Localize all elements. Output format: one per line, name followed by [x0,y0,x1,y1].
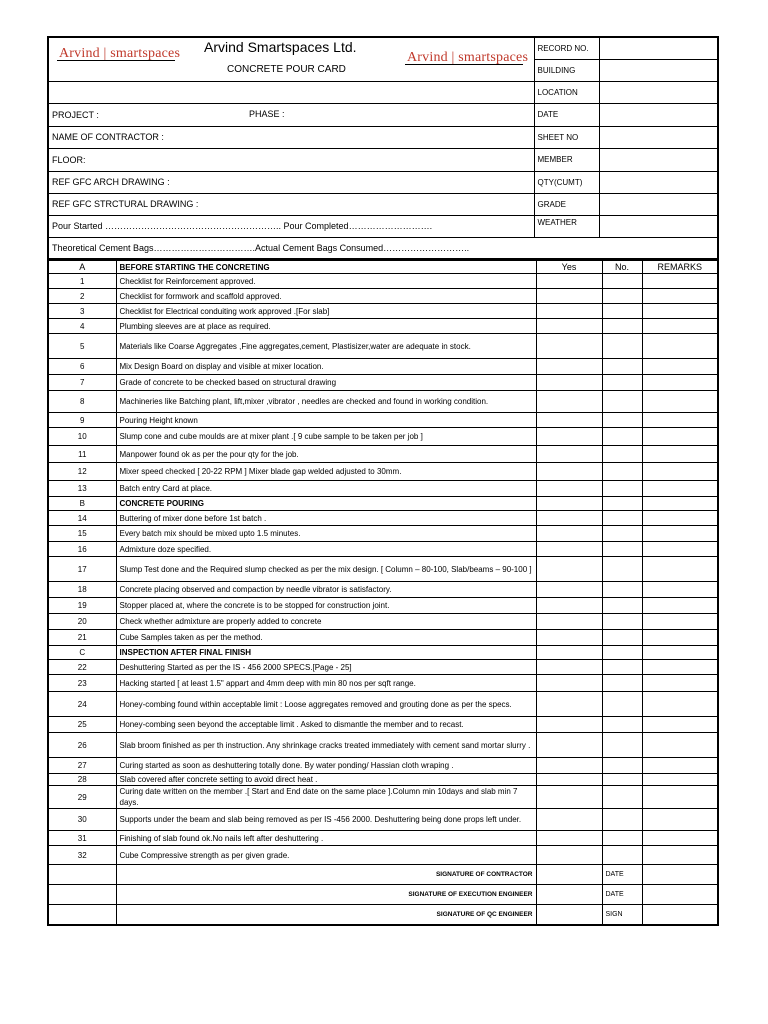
empty-cell [602,497,642,511]
item-number: 19 [48,598,116,614]
item-text: Admixture doze specified. [116,542,536,557]
item-text: Machineries like Batching plant, lift,mixer ,vibrator , needles are checked and found in working condition. [116,391,536,413]
signature-row [48,905,718,925]
table-row [48,831,718,846]
item-number: 25 [48,717,116,733]
table-row [48,846,718,865]
no-cell[interactable] [602,413,642,428]
table-row [48,375,718,391]
building-value[interactable] [599,59,718,81]
yes-cell[interactable] [536,774,602,786]
yes-cell[interactable] [536,557,602,582]
item-text: Batch entry Card at place. [116,481,536,497]
item-number: 26 [48,733,116,758]
item-number: 12 [48,463,116,481]
item-number: 30 [48,809,116,831]
yes-cell[interactable] [536,511,602,526]
table-row [48,758,718,774]
signature-row [48,865,718,885]
no-cell[interactable] [602,557,642,582]
no-cell[interactable] [602,319,642,334]
qty-value[interactable] [599,171,718,193]
item-text: Curing date written on the member .[ Start and End date on the same place ].Column min 10days and slab min 7 days. [116,786,536,809]
weather-label: WEATHER [534,215,599,237]
no-cell[interactable] [602,391,642,413]
item-text: Slab covered after concrete setting to avoid direct heat . [116,774,536,786]
no-cell[interactable] [602,598,642,614]
item-text: Check whether admixture are properly added to concrete [116,614,536,630]
table-row [48,542,718,557]
grade-label: GRADE [534,193,599,215]
item-number: 21 [48,630,116,646]
contractor-field[interactable]: NAME OF CONTRACTOR : [48,126,534,148]
table-row [48,481,718,497]
no-cell[interactable] [602,428,642,446]
table-row [48,660,718,675]
item-text: Honey-combing seen beyond the acceptable limit . Asked to dismantle the member and to recast. [116,717,536,733]
item-text: Pouring Height known [116,413,536,428]
no-header: No. [602,261,642,274]
signature-field[interactable] [536,905,602,925]
yes-cell[interactable] [536,831,602,846]
remarks-cell[interactable] [642,809,718,831]
no-cell[interactable] [602,526,642,542]
yes-cell[interactable] [536,542,602,557]
remarks-cell[interactable] [642,582,718,598]
remarks-cell[interactable] [642,274,718,289]
record-no-label: RECORD NO. [534,37,599,59]
no-cell[interactable] [602,274,642,289]
item-text: Mix Design Board on display and visible at mixer location. [116,359,536,375]
concrete-pour-card [47,36,717,950]
table-row [48,809,718,831]
grade-value[interactable] [599,193,718,215]
table-row [48,446,718,463]
table-row [48,511,718,526]
remarks-header: REMARKS [642,261,718,274]
item-text: Manpower found ok as per the pour qty for the job. [116,446,536,463]
yes-cell[interactable] [536,786,602,809]
no-cell[interactable] [602,359,642,375]
company-logo-left: Arvind | smartspaces [59,46,181,61]
section-label: C [48,646,116,660]
section-label: B [48,497,116,511]
no-cell[interactable] [602,846,642,865]
blank-row [48,81,534,103]
pour-time-field[interactable]: Pour Started ………………………………………………….. Pour Completed………………………. [48,215,534,237]
item-number: 8 [48,391,116,413]
remarks-cell[interactable] [642,359,718,375]
no-cell[interactable] [602,717,642,733]
item-number: 20 [48,614,116,630]
no-cell[interactable] [602,831,642,846]
no-cell[interactable] [602,786,642,809]
sheet-no-label: SHEET NO [534,126,599,148]
yes-header: Yes [536,261,602,274]
remarks-cell[interactable] [642,391,718,413]
item-number: 15 [48,526,116,542]
signature-date-field[interactable] [642,865,718,885]
signature-date-field[interactable] [642,905,718,925]
remarks-cell[interactable] [642,774,718,786]
yes-cell[interactable] [536,809,602,831]
yes-cell[interactable] [536,319,602,334]
item-number: 24 [48,692,116,717]
table-row [48,526,718,542]
remarks-cell[interactable] [642,289,718,304]
signature-row [48,885,718,905]
no-cell[interactable] [602,630,642,646]
table-row [48,391,718,413]
no-cell[interactable] [602,289,642,304]
item-number: 7 [48,375,116,391]
remarks-cell[interactable] [642,319,718,334]
yes-cell[interactable] [536,598,602,614]
table-row [48,786,718,809]
building-label: BUILDING [534,59,599,81]
item-text: Supports under the beam and slab being removed as per IS -456 2000. Deshuttering being done props left under. [116,809,536,831]
table-row [48,675,718,692]
section-a-label: A [48,261,116,274]
no-cell[interactable] [602,675,642,692]
item-text: Deshuttering Started as per the IS - 456 2000 SPECS.[Page - 25] [116,660,536,675]
project-phase-field[interactable] [48,103,534,126]
section-header-row [48,497,718,511]
table-row [48,557,718,582]
item-number: 17 [48,557,116,582]
remarks-cell[interactable] [642,831,718,846]
checklist-body [48,261,718,925]
table-row [48,304,718,319]
yes-cell[interactable] [536,733,602,758]
remarks-cell[interactable] [642,463,718,481]
item-text: Stopper placed at, where the concrete is to be stopped for construction joint. [116,598,536,614]
item-text: Mixer speed checked [ 20-22 RPM ] Mixer blade gap welded adjusted to 30mm. [116,463,536,481]
logo-underline-right [405,64,523,65]
item-number: 6 [48,359,116,375]
table-row [48,630,718,646]
item-text: Concrete placing observed and compaction by needle vibrator is satisfactory. [116,582,536,598]
remarks-cell[interactable] [642,304,718,319]
item-number: 9 [48,413,116,428]
yes-cell[interactable] [536,334,602,359]
remarks-cell[interactable] [642,786,718,809]
signature-field[interactable] [536,885,602,905]
item-number: 31 [48,831,116,846]
yes-cell[interactable] [536,758,602,774]
table-row [48,692,718,717]
table-row [48,319,718,334]
remarks-cell[interactable] [642,630,718,646]
no-cell[interactable] [602,481,642,497]
table-row [48,774,718,786]
remarks-cell[interactable] [642,511,718,526]
yes-cell[interactable] [536,717,602,733]
yes-cell[interactable] [536,526,602,542]
item-text: Slump Test done and the Required slump checked as per the mix design. [ Column – 80-100, Slab/beams – 90-100 ] [116,557,536,582]
signature-date-label: DATE [602,885,642,905]
signature-field[interactable] [536,865,602,885]
cement-bags-field[interactable]: Theoretical Cement Bags…………………………….Actual Cement Bags Consumed……………………….. [48,237,718,259]
remarks-cell[interactable] [642,334,718,359]
item-number: 23 [48,675,116,692]
remarks-cell[interactable] [642,598,718,614]
item-number: 5 [48,334,116,359]
empty-cell [48,905,116,925]
item-text: Checklist for Electrical conduiting work approved .[For slab] [116,304,536,319]
no-cell[interactable] [602,660,642,675]
empty-cell [48,865,116,885]
remarks-cell[interactable] [642,660,718,675]
no-cell[interactable] [602,733,642,758]
table-row [48,463,718,481]
item-number: 32 [48,846,116,865]
yes-cell[interactable] [536,692,602,717]
section-title: INSPECTION AFTER FINAL FINISH [116,646,536,660]
empty-cell [602,646,642,660]
yes-cell[interactable] [536,463,602,481]
item-text: Checklist for Reinforcement approved. [116,274,536,289]
empty-cell [48,885,116,905]
table-row [48,289,718,304]
record-no-value[interactable] [599,37,718,59]
table-row [48,334,718,359]
phase-label: PHASE : [249,108,285,119]
no-cell[interactable] [602,758,642,774]
no-cell[interactable] [602,375,642,391]
signature-date-field[interactable] [642,885,718,905]
section-title: CONCRETE POURING [116,497,536,511]
table-row [48,582,718,598]
item-number: 10 [48,428,116,446]
item-text: Buttering of mixer done before 1st batch . [116,511,536,526]
table-row [48,614,718,630]
item-number: 28 [48,774,116,786]
date-value[interactable] [599,103,718,126]
item-text: Every batch mix should be mixed upto 1.5 minutes. [116,526,536,542]
table-row [48,598,718,614]
no-cell[interactable] [602,614,642,630]
item-number: 2 [48,289,116,304]
signature-label: SIGNATURE OF CONTRACTOR [116,865,536,885]
yes-cell[interactable] [536,675,602,692]
empty-cell [536,497,602,511]
remarks-cell[interactable] [642,692,718,717]
item-number: 1 [48,274,116,289]
item-text: Grade of concrete to be checked based on structural drawing [116,375,536,391]
no-cell[interactable] [602,774,642,786]
item-text: Finishing of slab found ok.No nails left after deshuttering . [116,831,536,846]
location-label: LOCATION [534,81,599,103]
company-title: Arvind Smartspaces Ltd. [204,39,357,55]
section-header-row [48,646,718,660]
item-text: Plumbing sleeves are at place as required. [116,319,536,334]
table-row [48,428,718,446]
logo-underline-left [57,60,175,61]
empty-cell [642,646,718,660]
item-text: Hacking started [ at least 1.5" appart and 4mm deep with min 80 nos per sqft range. [116,675,536,692]
remarks-cell[interactable] [642,758,718,774]
no-cell[interactable] [602,304,642,319]
item-number: 16 [48,542,116,557]
yes-cell[interactable] [536,304,602,319]
location-value[interactable] [599,81,718,103]
item-number: 4 [48,319,116,334]
no-cell[interactable] [602,334,642,359]
item-text: Slab broom finished as per th instruction. Any shrinkage cracks treated immediately with cement sand mortar slurry . [116,733,536,758]
yes-cell[interactable] [536,660,602,675]
item-number: 3 [48,304,116,319]
table-row [48,274,718,289]
remarks-cell[interactable] [642,733,718,758]
yes-cell[interactable] [536,375,602,391]
signature-date-label: SIGN [602,905,642,925]
remarks-cell[interactable] [642,542,718,557]
no-cell[interactable] [602,542,642,557]
empty-cell [536,646,602,660]
yes-cell[interactable] [536,446,602,463]
date-label: DATE [534,103,599,126]
weather-value[interactable] [599,215,718,237]
qty-label: QTY(CUMT) [534,171,599,193]
signature-label: SIGNATURE OF QC ENGINEER [116,905,536,925]
floor-field[interactable]: FLOOR: [48,148,534,171]
yes-cell[interactable] [536,614,602,630]
remarks-cell[interactable] [642,717,718,733]
empty-cell [642,497,718,511]
member-label: MEMBER [534,148,599,171]
no-cell[interactable] [602,463,642,481]
yes-cell[interactable] [536,582,602,598]
checklist-table [47,260,719,926]
card-title: CONCRETE POUR CARD [227,64,346,75]
yes-cell[interactable] [536,413,602,428]
remarks-cell[interactable] [642,675,718,692]
structural-drawing-field[interactable]: REF GFC STRCTURAL DRAWING : [48,193,534,215]
table-row [48,733,718,758]
remarks-cell[interactable] [642,846,718,865]
item-text: Checklist for formwork and scaffold approved. [116,289,536,304]
yes-cell[interactable] [536,481,602,497]
yes-cell[interactable] [536,846,602,865]
no-cell[interactable] [602,692,642,717]
item-number: 14 [48,511,116,526]
item-text: Cube Samples taken as per the method. [116,630,536,646]
member-value[interactable] [599,148,718,171]
yes-cell[interactable] [536,289,602,304]
remarks-cell[interactable] [642,557,718,582]
table-row [48,359,718,375]
item-number: 29 [48,786,116,809]
item-number: 22 [48,660,116,675]
no-cell[interactable] [602,446,642,463]
remarks-cell[interactable] [642,481,718,497]
no-cell[interactable] [602,511,642,526]
yes-cell[interactable] [536,391,602,413]
signature-date-label: DATE [602,865,642,885]
sheet-no-value[interactable] [599,126,718,148]
item-text: Curing started as soon as deshuttering totally done. By water ponding/ Hassian cloth wraping . [116,758,536,774]
remarks-cell[interactable] [642,375,718,391]
item-text: Materials like Coarse Aggregates ,Fine aggregates,cement, Plastisizer,water are adequate in stock. [116,334,536,359]
project-label: PROJECT : [52,109,99,120]
item-text: Cube Compressive strength as per given grade. [116,846,536,865]
no-cell[interactable] [602,582,642,598]
item-text: Honey-combing found within acceptable limit : Loose aggregates removed and grouting done as per the specs. [116,692,536,717]
company-logo-right: Arvind | smartspaces [407,50,529,65]
arch-drawing-field[interactable]: REF GFC ARCH DRAWING : [48,171,534,193]
remarks-cell[interactable] [642,428,718,446]
yes-cell[interactable] [536,630,602,646]
remarks-cell[interactable] [642,614,718,630]
header-title-cell [48,37,534,81]
header-table [47,36,719,260]
no-cell[interactable] [602,809,642,831]
remarks-cell[interactable] [642,526,718,542]
table-row [48,413,718,428]
table-row [48,717,718,733]
remarks-cell[interactable] [642,446,718,463]
yes-cell[interactable] [536,428,602,446]
item-text: Slump cone and cube moulds are at mixer plant .[ 9 cube sample to be taken per job ] [116,428,536,446]
yes-cell[interactable] [536,274,602,289]
signature-label: SIGNATURE OF EXECUTION ENGINEER [116,885,536,905]
section-a-title: BEFORE STARTING THE CONCRETING [116,261,536,274]
item-number: 13 [48,481,116,497]
yes-cell[interactable] [536,359,602,375]
item-number: 18 [48,582,116,598]
remarks-cell[interactable] [642,413,718,428]
item-number: 11 [48,446,116,463]
item-number: 27 [48,758,116,774]
